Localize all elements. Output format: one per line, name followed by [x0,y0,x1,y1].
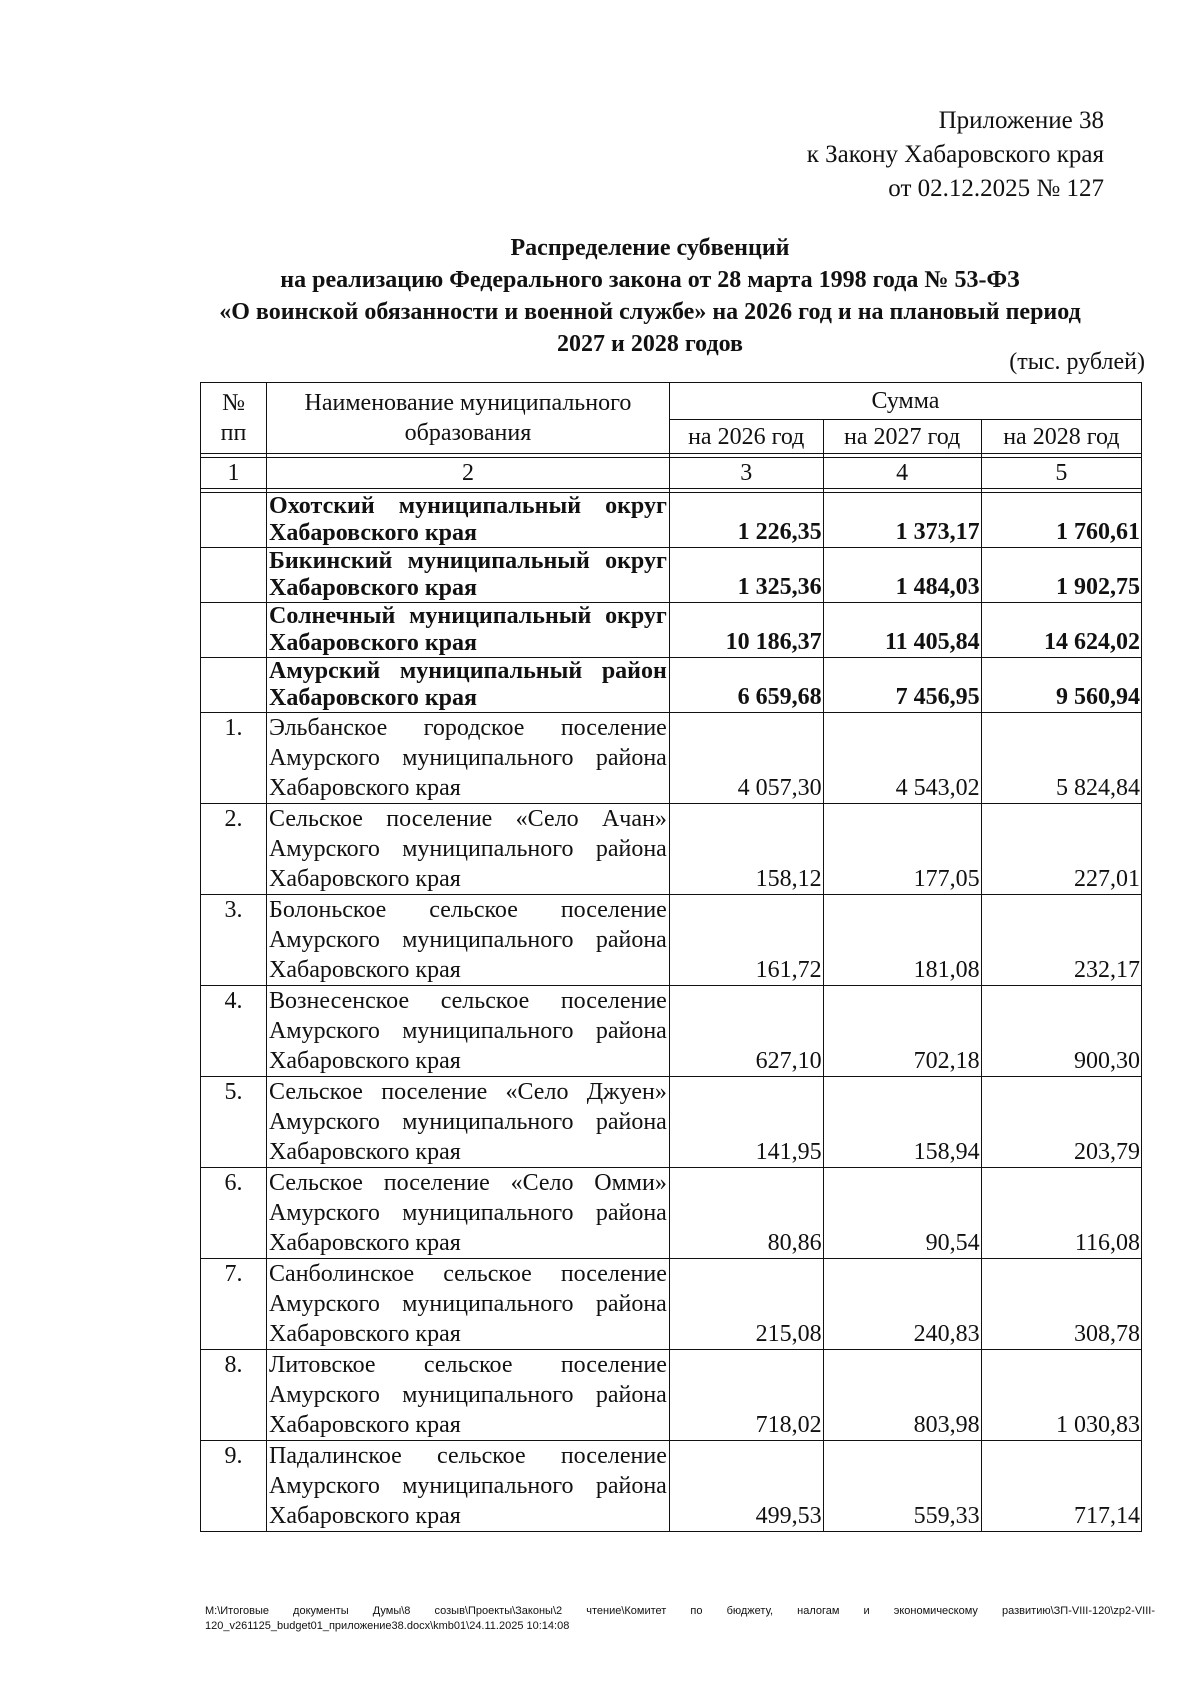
row-name: Сельское поселение «Село Омми» Амурского муниципального района Хабаровского края [267,1168,670,1259]
row-value-2028: 116,08 [981,1168,1141,1259]
title-line-3: «О воинской обязанности и военной службе» на 2026 год и на плановый период [219,299,1081,325]
appendix-law-ref: к Закону Хабаровского края [806,141,1104,168]
row-number: 2. [201,804,267,895]
row-name: Сельское поселение «Село Ачан» Амурского муниципального района Хабаровского края [267,804,670,895]
row-value-2026: 718,02 [669,1350,823,1441]
header-row [201,383,1142,420]
row-value-2027: 4 543,02 [823,713,981,804]
table-row [201,493,1142,548]
row-value-2028: 232,17 [981,895,1141,986]
column-number: 5 [981,458,1141,489]
row-name: Сельское поселение «Село Джуен» Амурского муниципального района Хабаровского края [267,1077,670,1168]
appendix-header [807,104,1104,206]
row-name: Охотский муниципальный округ Хабаровского края [267,493,670,548]
row-value-2028: 9 560,94 [981,658,1141,713]
row-value-2028: 5 824,84 [981,713,1141,804]
table-row [201,804,1142,895]
row-value-2027: 11 405,84 [823,603,981,658]
title-line-4: 2027 и 2028 годов [557,331,743,357]
row-name: Санболинское сельское поселение Амурского муниципального района Хабаровского края [267,1259,670,1350]
row-value-2027: 803,98 [823,1350,981,1441]
table-row [201,986,1142,1077]
header-year-2027: на 2027 год [823,420,981,454]
row-value-2028: 14 624,02 [981,603,1141,658]
file-path-footer: M:\Итоговые документы Думы\8 созыв\Проекты\Законы\2 чтение\Комитет по бюджету, налогам и экономическому развитию\ЗП-VIII-120\zp2-VIII-120_v261125_budget01_приложение38.docx\kmb01\24.11.2025 10:14:08 [205,1605,1155,1632]
row-number: 7. [201,1259,267,1350]
subvention-table [200,382,1142,1532]
row-value-2028: 717,14 [981,1441,1141,1532]
table-row [201,658,1142,713]
row-number: 3. [201,895,267,986]
document-title [150,232,1150,360]
row-value-2027: 158,94 [823,1077,981,1168]
units-label: (тыс. рублей) [1009,349,1145,375]
row-name: Падалинское сельское поселение Амурского муниципального района Хабаровского края [267,1441,670,1532]
row-value-2026: 215,08 [669,1259,823,1350]
row-number: 4. [201,986,267,1077]
row-value-2028: 1 902,75 [981,548,1141,603]
row-number [201,658,267,713]
row-number: 8. [201,1350,267,1441]
row-value-2028: 1 760,61 [981,493,1141,548]
header-number: № пп [201,383,267,454]
appendix-law-date: от 02.12.2025 № 127 [888,175,1104,202]
row-number: 5. [201,1077,267,1168]
row-value-2027: 90,54 [823,1168,981,1259]
row-value-2028: 227,01 [981,804,1141,895]
row-value-2026: 1 325,36 [669,548,823,603]
column-number-row [201,458,1142,489]
row-value-2028: 308,78 [981,1259,1141,1350]
table-row [201,1350,1142,1441]
row-value-2028: 900,30 [981,986,1141,1077]
title-line-1: Распределение субвенций [510,235,790,261]
header-year-2026: на 2026 год [669,420,823,454]
table-row [201,713,1142,804]
column-number: 3 [669,458,823,489]
row-name: Бикинский муниципальный округ Хабаровского края [267,548,670,603]
row-value-2027: 240,83 [823,1259,981,1350]
row-value-2027: 559,33 [823,1441,981,1532]
row-value-2027: 177,05 [823,804,981,895]
row-value-2027: 1 373,17 [823,493,981,548]
row-value-2026: 158,12 [669,804,823,895]
row-value-2026: 161,72 [669,895,823,986]
row-value-2028: 1 030,83 [981,1350,1141,1441]
row-number [201,603,267,658]
row-value-2026: 499,53 [669,1441,823,1532]
table-row [201,895,1142,986]
row-number: 1. [201,713,267,804]
row-value-2026: 1 226,35 [669,493,823,548]
row-name: Болоньское сельское поселение Амурского муниципального района Хабаровского края [267,895,670,986]
row-value-2026: 6 659,68 [669,658,823,713]
row-name: Литовское сельское поселение Амурского муниципального района Хабаровского края [267,1350,670,1441]
row-name: Вознесенское сельское поселение Амурского муниципального района Хабаровского края [267,986,670,1077]
row-value-2027: 181,08 [823,895,981,986]
header-name: Наименование муниципального образования [267,383,670,454]
row-name: Амурский муниципальный район Хабаровского края [267,658,670,713]
row-value-2027: 1 484,03 [823,548,981,603]
row-name: Солнечный муниципальный округ Хабаровского края [267,603,670,658]
column-number: 4 [823,458,981,489]
row-value-2026: 4 057,30 [669,713,823,804]
row-value-2027: 702,18 [823,986,981,1077]
row-number: 9. [201,1441,267,1532]
table-row [201,548,1142,603]
table-row [201,1077,1142,1168]
header-sum: Сумма [669,383,1141,420]
table-row [201,603,1142,658]
column-number: 2 [267,458,670,489]
row-value-2026: 10 186,37 [669,603,823,658]
row-name: Эльбанское городское поселение Амурского муниципального района Хабаровского края [267,713,670,804]
row-number [201,493,267,548]
title-line-2: на реализацию Федерального закона от 28 марта 1998 года № 53-ФЗ [280,267,1020,293]
table-row [201,1441,1142,1532]
row-value-2026: 141,95 [669,1077,823,1168]
row-value-2026: 80,86 [669,1168,823,1259]
appendix-number: Приложение 38 [938,107,1104,134]
column-number: 1 [201,458,267,489]
row-value-2026: 627,10 [669,986,823,1077]
row-number [201,548,267,603]
header-year-2028: на 2028 год [981,420,1141,454]
row-number: 6. [201,1168,267,1259]
table-row [201,1259,1142,1350]
row-value-2027: 7 456,95 [823,658,981,713]
table-row [201,1168,1142,1259]
row-value-2028: 203,79 [981,1077,1141,1168]
